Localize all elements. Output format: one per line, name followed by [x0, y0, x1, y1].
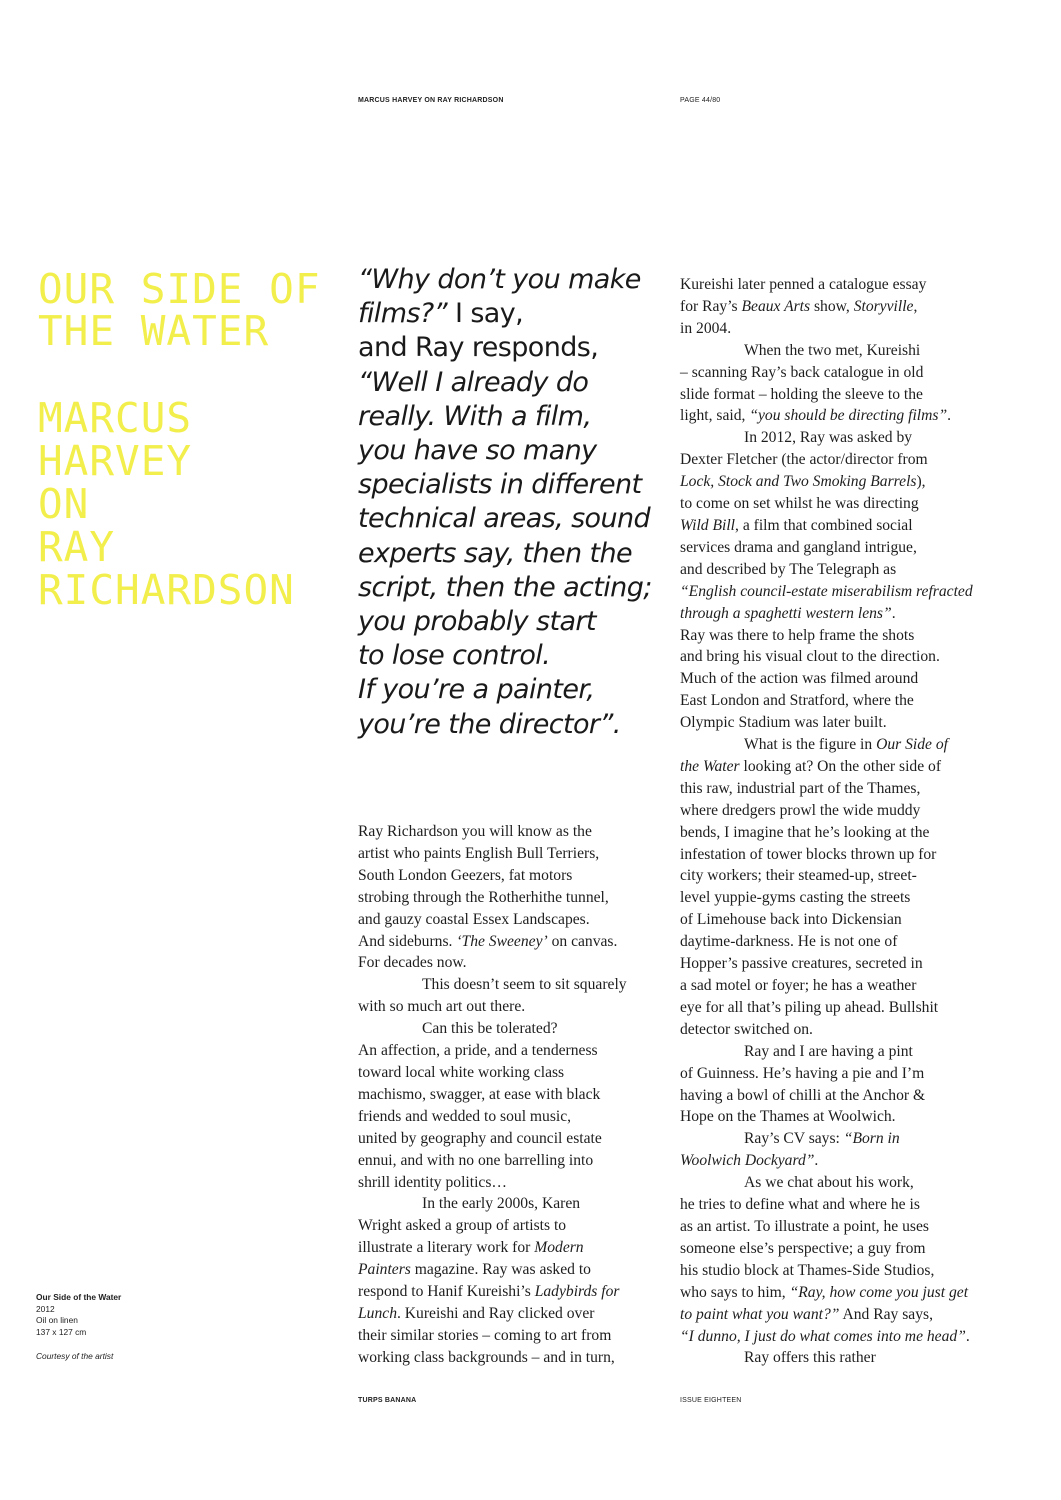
title-line: OUR SIDE OF: [38, 265, 321, 313]
text-line: where dredgers prowl the wide muddy: [680, 801, 921, 819]
text-line: What is the figure in Our Side of: [744, 736, 948, 754]
quote-line: script, then the acting;: [358, 571, 652, 603]
text-line: In 2012, Ray was asked by: [744, 429, 913, 447]
quote-line: and Ray responds,: [358, 332, 599, 364]
footer-publication: TURPS BANANA: [358, 1397, 417, 1404]
text-line: Olympic Stadium was later built.: [680, 714, 887, 732]
text-line: to paint what you want?” And Ray says,: [680, 1305, 933, 1323]
text-line: Can this be tolerated?: [422, 1020, 558, 1038]
byline-line: RAY: [38, 523, 116, 571]
text-line: services drama and gangland intrigue,: [680, 538, 917, 556]
text-line: eye for all that’s piling up ahead. Bullshit: [680, 998, 939, 1016]
text-line: And sideburns. ‘The Sweeney’ on canvas.: [358, 932, 618, 950]
image-caption: [36, 1292, 121, 1363]
text-line: and gauzy coastal Essex Landscapes.: [358, 910, 590, 928]
text-line: someone else’s perspective; a guy from: [680, 1239, 926, 1257]
byline-line: MARCUS: [38, 394, 193, 442]
byline-line: HARVEY: [38, 437, 193, 485]
quote-line: you probably start: [358, 606, 596, 638]
quote-line: specialists in different: [358, 469, 642, 501]
text-line: as an artist. To illustrate a point, he uses: [680, 1217, 929, 1235]
text-line: Dexter Fletcher (the actor/director from: [680, 451, 928, 469]
text-line: and described by The Telegraph as: [680, 560, 897, 578]
caption-dimensions: 137 x 127 cm: [36, 1326, 87, 1337]
text-line: Ray was there to help frame the shots: [680, 626, 915, 644]
text-line: machismo, swagger, at ease with black: [358, 1085, 601, 1103]
text-line: united by geography and council estate: [358, 1129, 602, 1147]
text-line: “English council-estate miserabilism refracted: [680, 582, 973, 600]
text-line: When the two met, Kureishi: [744, 341, 921, 359]
text-line: illustrate a literary work for Modern: [358, 1239, 584, 1257]
text-line: a sad motel or foyer; he has a weather: [680, 977, 917, 994]
text-line: shrill identity politics…: [358, 1173, 508, 1191]
quote-line: experts say, then the: [358, 537, 633, 569]
text-line: detector switched on.: [680, 1020, 813, 1038]
text-line: Hope on the Thames at Woolwich.: [680, 1108, 896, 1126]
text-line: Ray’s CV says: “Born in: [744, 1130, 900, 1148]
caption-medium: Oil on linen: [36, 1315, 78, 1325]
quote-line: you’re the director”.: [358, 708, 621, 740]
text-line: level yuppie-gyms casting the streets: [680, 889, 911, 907]
caption-year: 2012: [36, 1303, 55, 1314]
text-line: the Water looking at? On the other side of: [680, 757, 942, 775]
text-line: Woolwich Dockyard”.: [680, 1152, 819, 1170]
text-line: Ray and I are having a pint: [744, 1042, 913, 1060]
article-byline: [38, 394, 295, 614]
text-line: infestation of tower blocks thrown up for: [680, 845, 937, 863]
byline-line: ON: [38, 480, 90, 528]
text-line: and bring his visual clout to the direction.: [680, 648, 940, 666]
text-line: Painters magazine. Ray was asked to: [358, 1261, 591, 1279]
text-line: slide format – holding the sleeve to the: [680, 385, 923, 403]
text-line: respond to Hanif Kureishi’s Ladybirds for: [358, 1283, 620, 1301]
text-line: East London and Stratford, where the: [680, 692, 914, 710]
text-line: who says to him, “Ray, how come you just get: [680, 1283, 969, 1301]
text-line: As we chat about his work,: [744, 1174, 914, 1192]
text-line: Wild Bill, a film that combined social: [680, 516, 913, 534]
quote-line: technical areas, sound: [358, 503, 651, 535]
text-line: bends, I imagine that he’s looking at the: [680, 823, 930, 841]
text-line: toward local white working class: [358, 1063, 565, 1081]
text-line: of Limehouse back into Dickensian: [680, 911, 902, 929]
footer-issue: ISSUE EIGHTEEN: [680, 1397, 742, 1404]
text-line: for Ray’s Beaux Arts show, Storyville,: [680, 297, 918, 315]
text-line: his studio block at Thames-Side Studios,: [680, 1261, 935, 1279]
text-line: to come on set whilst he was directing: [680, 495, 919, 513]
text-line: this raw, industrial part of the Thames,: [680, 779, 921, 797]
pull-quote: [358, 263, 652, 742]
text-line: Ray offers this rather: [744, 1349, 876, 1367]
text-line: their similar stories – coming to art from: [358, 1326, 612, 1344]
text-line: of Guinness. He’s having a pie and I’m: [680, 1064, 925, 1082]
text-line: “I dunno, I just do what comes into me head”.: [680, 1327, 970, 1345]
text-line: city workers; their steamed-up, street-: [680, 867, 917, 885]
text-line: with so much art out there.: [358, 998, 526, 1016]
text-line: In the early 2000s, Karen: [422, 1195, 581, 1213]
body-column-1: [358, 821, 627, 1369]
text-line: For decades now.: [358, 954, 467, 972]
quote-line: If you’re a painter,: [358, 674, 595, 706]
text-line: Lock, Stock and Two Smoking Barrels),: [680, 473, 926, 491]
text-line: through a spaghetti western lens”.: [680, 604, 896, 622]
text-line: Kureishi later penned a catalogue essay: [680, 276, 927, 293]
text-line: ennui, and with no one barrelling into: [358, 1151, 594, 1169]
body-column-2: [680, 274, 973, 1369]
text-line: daytime-darkness. He is not one of: [680, 933, 898, 951]
text-line: This doesn’t seem to sit squarely: [422, 976, 627, 994]
text-line: working class backgrounds – and in turn,: [358, 1348, 615, 1366]
quote-line: films?” I say,: [358, 298, 524, 330]
running-header-title: MARCUS HARVEY ON RAY RICHARDSON: [358, 97, 504, 104]
caption-credit: Courtesy of the artist: [36, 1351, 114, 1361]
text-line: – scanning Ray’s back catalogue in old: [680, 363, 924, 381]
quote-line: “Well I already do: [358, 366, 589, 398]
text-line: Wright asked a group of artists to: [358, 1217, 567, 1235]
quote-line: to lose control.: [358, 640, 551, 672]
text-line: South London Geezers, fat motors: [358, 866, 573, 884]
text-line: Lunch. Kureishi and Ray clicked over: [358, 1304, 595, 1322]
page-number: PAGE 44/80: [680, 97, 721, 104]
text-line: in 2004.: [680, 319, 732, 337]
title-line: THE WATER: [38, 307, 270, 355]
text-line: light, said, “you should be directing films”.: [680, 407, 952, 425]
byline-line: RICHARDSON: [38, 566, 295, 614]
article-title: [38, 265, 321, 355]
caption-title: Our Side of the Water: [36, 1292, 122, 1302]
text-line: Much of the action was filmed around: [680, 670, 919, 688]
text-line: artist who paints English Bull Terriers,: [358, 844, 600, 862]
quote-line: “Why don’t you make: [358, 264, 641, 295]
quote-line: you have so many: [358, 435, 597, 467]
quote-line: really. With a film,: [358, 400, 592, 432]
text-line: Ray Richardson you will know as the: [358, 823, 592, 840]
text-line: having a bowl of chilli at the Anchor &: [680, 1086, 926, 1104]
text-line: friends and wedded to soul music,: [358, 1107, 572, 1125]
text-line: strobing through the Rotherhithe tunnel,: [358, 888, 609, 906]
text-line: An affection, a pride, and a tenderness: [358, 1042, 598, 1060]
text-line: he tries to define what and where he is: [680, 1196, 920, 1214]
text-line: Hopper’s passive creatures, secreted in: [680, 955, 923, 973]
